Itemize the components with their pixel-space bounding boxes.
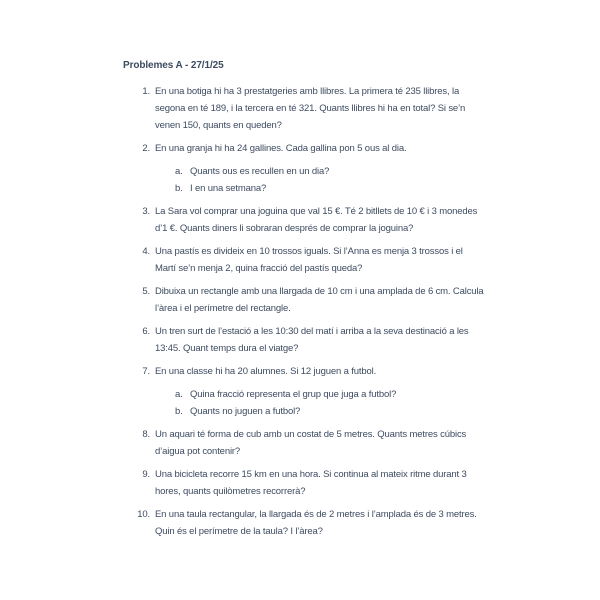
- problem-item-6: [136, 323, 493, 357]
- subitem-letter: b.: [175, 183, 183, 194]
- problem-number: 7.: [142, 366, 150, 377]
- problem-item-5: [136, 283, 493, 317]
- problem-item-1: [136, 83, 493, 134]
- problem-item-10: [136, 506, 493, 540]
- problem-body: [155, 140, 485, 197]
- problem-text: La Sara vol comprar una joguina que val 15 €. Té 2 bitllets de 10 € i 3 monedes d’1 €. Quants diners li sobraran després de comprar la joguina?: [155, 206, 478, 234]
- subitem-text: I en una setmana?: [190, 183, 267, 194]
- document-title: Problemes A - 27/1/25: [123, 60, 224, 71]
- problem-item-2: [136, 140, 493, 197]
- problem-number: 10.: [137, 509, 150, 520]
- problem-item-3: [136, 203, 493, 237]
- problem-text: Una bicicleta recorre 15 km en una hora. Si continua al mateix ritme durant 3 hores, quants quilòmetres recorrerà?: [155, 469, 467, 497]
- problem-number: 8.: [142, 429, 150, 440]
- problem-item-8: [136, 426, 493, 460]
- problem-list: [136, 83, 493, 540]
- problem-sublist: [155, 386, 485, 420]
- problem-text: Dibuixa un rectangle amb una llargada de 10 cm i una amplada de 6 cm. Calcula l’àrea i el perímetre del rectangle.: [155, 286, 484, 314]
- problem-sublist: [155, 163, 485, 197]
- problem-number: 3.: [142, 206, 150, 217]
- problem-body: [155, 426, 485, 460]
- problem-text: En una classe hi ha 20 alumnes. Si 12 juguen a futbol.: [155, 366, 377, 377]
- subitem-text: Quants ous es recullen en un dia?: [190, 166, 330, 177]
- subitem-text: Quina fracció representa el grup que juga a futbol?: [190, 389, 397, 400]
- problem-number: 9.: [142, 469, 150, 480]
- problem-item-4: [136, 243, 493, 277]
- problem-body: [155, 323, 485, 357]
- problem-subitem: [175, 163, 485, 180]
- problem-text: Un tren surt de l’estació a les 10:30 del matí i arriba a la seva destinació a les 13:45. Quant temps dura el viatge?: [155, 326, 469, 354]
- problem-subitem: [175, 386, 485, 403]
- problem-body: [155, 83, 485, 134]
- problem-text: En una botiga hi ha 3 prestatgeries amb llibres. La primera té 235 llibres, la segona en té 189, i la tercera en té 321. Quants llibres hi ha en total? Si se’n venen 150, quants en queden?: [155, 86, 466, 131]
- problem-body: [155, 243, 485, 277]
- problem-text: Una pastís es divideix en 10 trossos iguals. Si l’Anna es menja 3 trossos i el Martí se’n menja 2, quina fracció del pastís queda?: [155, 246, 463, 274]
- problem-item-9: [136, 466, 493, 500]
- problem-body: [155, 466, 485, 500]
- problem-body: [155, 506, 485, 540]
- subitem-letter: b.: [175, 406, 183, 417]
- problem-number: 5.: [142, 286, 150, 297]
- subitem-letter: a.: [175, 166, 183, 177]
- problem-number: 2.: [142, 143, 150, 154]
- problem-text: En una taula rectangular, la llargada és de 2 metres i l’amplada és de 3 metres. Quin és el perímetre de la taula? I l’àrea?: [155, 509, 477, 537]
- problem-number: 1.: [142, 86, 150, 97]
- problem-item-7: [136, 363, 493, 420]
- problem-body: [155, 203, 485, 237]
- problem-text: En una granja hi ha 24 gallines. Cada gallina pon 5 ous al dia.: [155, 143, 407, 154]
- problem-subitem: [175, 180, 485, 197]
- subitem-letter: a.: [175, 389, 183, 400]
- problem-number: 6.: [142, 326, 150, 337]
- problem-subitem: [175, 403, 485, 420]
- problem-body: [155, 363, 485, 420]
- subitem-text: Quants no juguen a futbol?: [190, 406, 301, 417]
- document-content: [123, 57, 493, 546]
- problem-text: Un aquari té forma de cub amb un costat de 5 metres. Quants metres cúbics d’aigua pot contenir?: [155, 429, 467, 457]
- problem-body: [155, 283, 485, 317]
- problem-number: 4.: [142, 246, 150, 257]
